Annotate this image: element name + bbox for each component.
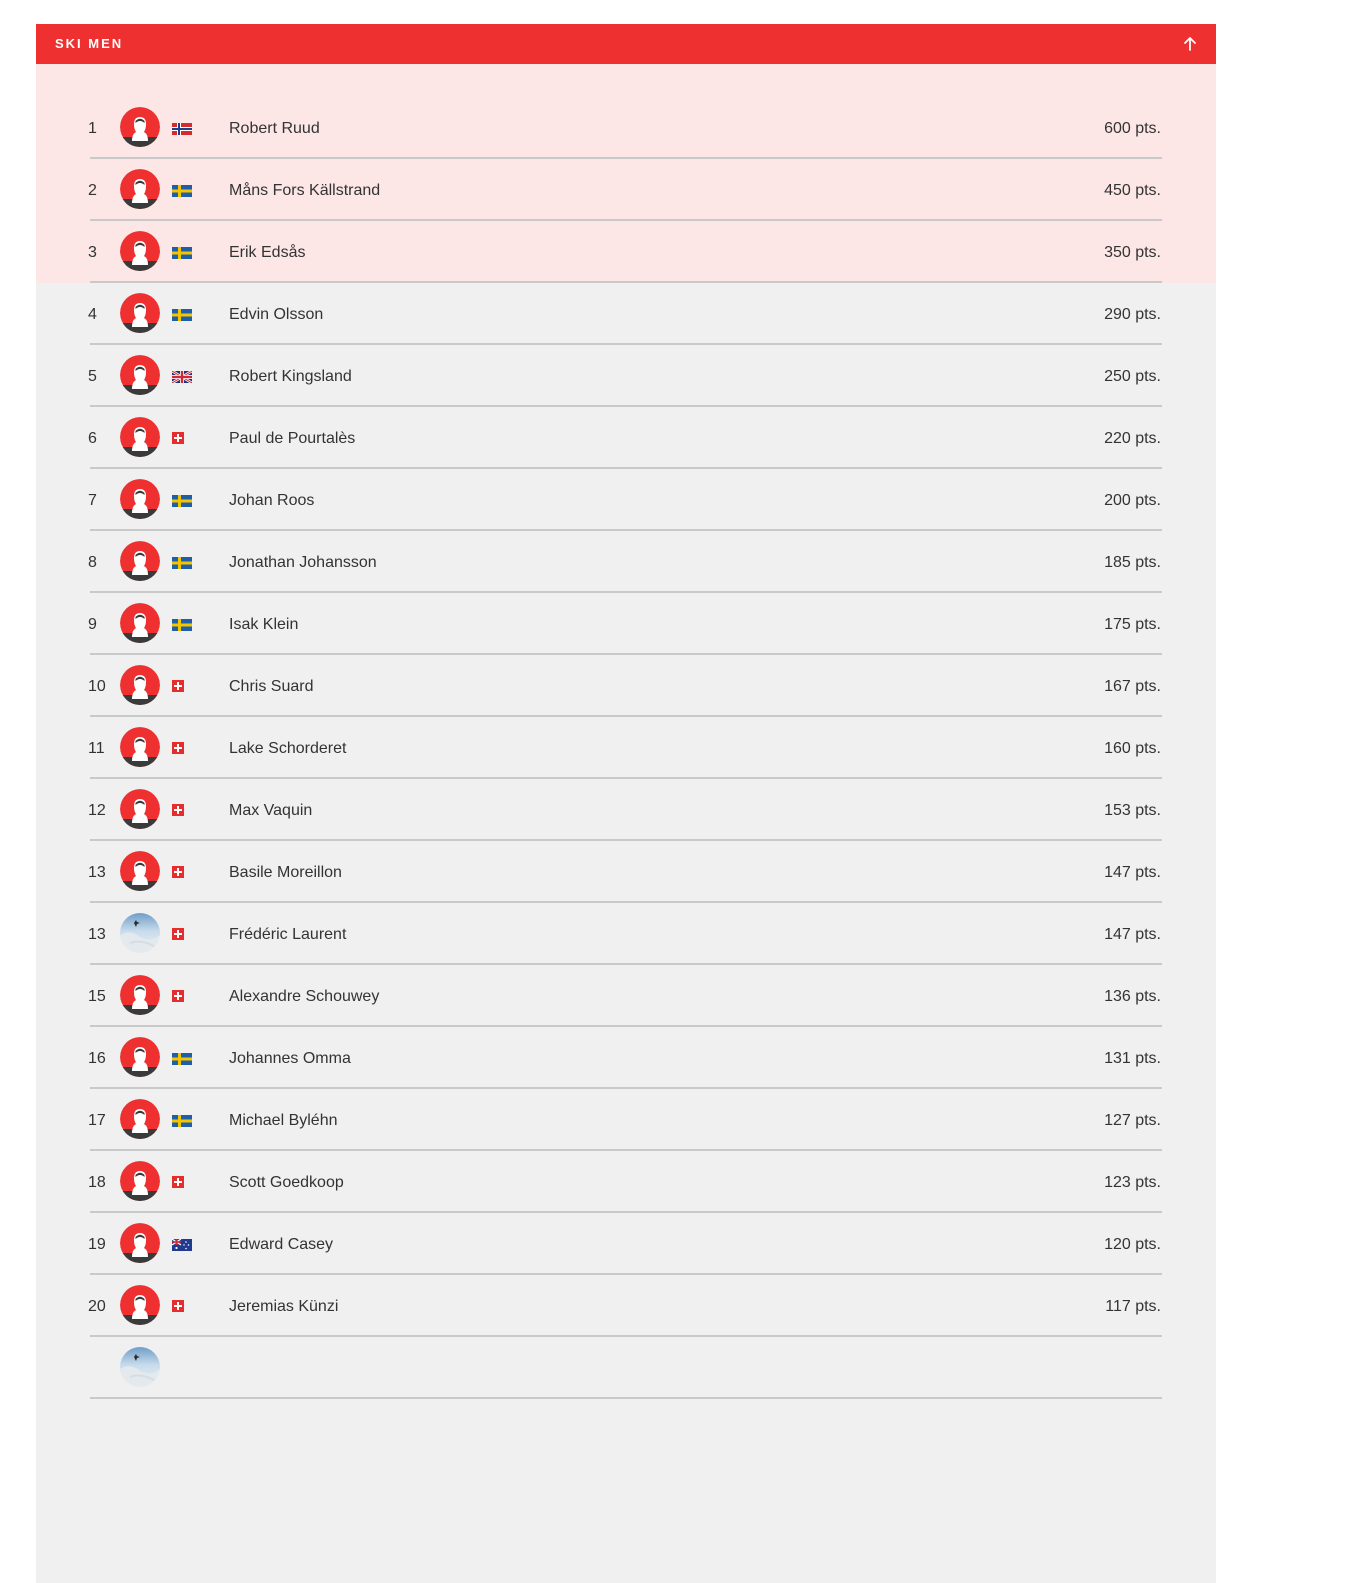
- ranking-row[interactable]: [36, 593, 1216, 655]
- rank-number: 2: [88, 182, 97, 199]
- ranking-row[interactable]: [36, 1275, 1216, 1337]
- united-kingdom-flag-icon: [172, 370, 192, 382]
- default-avatar-icon[interactable]: [120, 1161, 160, 1201]
- ranking-row[interactable]: [36, 1089, 1216, 1151]
- ranking-panel: [36, 24, 1216, 1364]
- rank-number: 3: [88, 244, 97, 261]
- switzerland-flag-icon: [172, 1299, 184, 1311]
- switzerland-flag-icon: [172, 679, 184, 691]
- sweden-flag-icon: [172, 494, 192, 506]
- athlete-name[interactable]: Erik Edsås: [229, 244, 306, 261]
- default-avatar-icon[interactable]: [120, 479, 160, 519]
- ranking-row[interactable]: [36, 97, 1216, 159]
- ranking-row[interactable]: [36, 1027, 1216, 1089]
- default-avatar-icon[interactable]: [120, 541, 160, 581]
- sweden-flag-icon: [172, 246, 192, 258]
- default-avatar-icon[interactable]: [120, 789, 160, 829]
- default-avatar-icon[interactable]: [120, 975, 160, 1015]
- rank-number: 10: [88, 678, 106, 695]
- athlete-name[interactable]: Frédéric Laurent: [229, 926, 347, 943]
- switzerland-flag-icon: [172, 989, 184, 1001]
- default-avatar-icon[interactable]: [120, 851, 160, 891]
- athlete-points: 147 pts.: [1104, 864, 1161, 881]
- athlete-name[interactable]: Edvin Olsson: [229, 306, 324, 323]
- switzerland-flag-icon: [172, 741, 184, 753]
- switzerland-flag-icon: [172, 803, 184, 815]
- default-avatar-icon[interactable]: [120, 1037, 160, 1077]
- athlete-points: 185 pts.: [1104, 554, 1161, 571]
- rank-number: 4: [88, 306, 97, 323]
- rank-number: 19: [88, 1236, 106, 1253]
- ranking-row[interactable]: [36, 903, 1216, 965]
- rank-number: 9: [88, 616, 97, 633]
- rank-number: 15: [88, 988, 106, 1005]
- athlete-points: 600 pts.: [1104, 120, 1161, 137]
- athlete-name[interactable]: Alexandre Schouwey: [229, 988, 380, 1005]
- ranking-row[interactable]: [36, 1213, 1216, 1275]
- switzerland-flag-icon: [172, 865, 184, 877]
- ranking-rows: [36, 97, 1216, 1399]
- ranking-row[interactable]: [36, 841, 1216, 903]
- switzerland-flag-icon: [172, 1175, 184, 1187]
- athlete-points: 250 pts.: [1104, 368, 1161, 385]
- ranking-row[interactable]: [36, 283, 1216, 345]
- athlete-points: 160 pts.: [1104, 740, 1161, 757]
- ranking-row[interactable]: [36, 965, 1216, 1027]
- australia-flag-icon: [172, 1238, 192, 1250]
- switzerland-flag-icon: [172, 927, 184, 939]
- athlete-name[interactable]: Jonathan Johansson: [229, 554, 377, 571]
- arrow-up-icon[interactable]: [1180, 34, 1200, 54]
- athlete-points: 200 pts.: [1104, 492, 1161, 509]
- rank-number: 1: [88, 120, 97, 137]
- ranking-row[interactable]: [36, 531, 1216, 593]
- athlete-points: 350 pts.: [1104, 244, 1161, 261]
- athlete-points: 120 pts.: [1104, 1236, 1161, 1253]
- sweden-flag-icon: [172, 184, 192, 196]
- athlete-name[interactable]: Michael Byléhn: [229, 1112, 338, 1129]
- rank-number: 8: [88, 554, 97, 571]
- default-avatar-icon[interactable]: [120, 1223, 160, 1263]
- rank-number: 12: [88, 802, 106, 819]
- ranking-row[interactable]: [36, 1151, 1216, 1213]
- sweden-flag-icon: [172, 1114, 192, 1126]
- athlete-name[interactable]: Chris Suard: [229, 678, 314, 695]
- athlete-name[interactable]: Max Vaquin: [229, 802, 313, 819]
- ranking-title: SKI MEN: [55, 36, 124, 51]
- athlete-name[interactable]: Basile Moreillon: [229, 864, 342, 881]
- athlete-points: 131 pts.: [1104, 1050, 1161, 1067]
- row-divider: [90, 1397, 1162, 1399]
- athlete-name[interactable]: Paul de Pourtalès: [229, 430, 356, 447]
- default-avatar-icon[interactable]: [120, 603, 160, 643]
- default-avatar-icon[interactable]: [120, 417, 160, 457]
- sweden-flag-icon: [172, 618, 192, 630]
- default-avatar-icon[interactable]: [120, 1285, 160, 1325]
- rank-number: 5: [88, 368, 97, 385]
- athlete-points: 117 pts.: [1105, 1298, 1161, 1315]
- sweden-flag-icon: [172, 556, 192, 568]
- athlete-points: 290 pts.: [1104, 306, 1161, 323]
- athlete-points: 167 pts.: [1104, 678, 1161, 695]
- sweden-flag-icon: [172, 1052, 192, 1064]
- athlete-name[interactable]: Lake Schorderet: [229, 740, 347, 757]
- athlete-points: 450 pts.: [1104, 182, 1161, 199]
- rank-number: 20: [88, 1298, 106, 1315]
- ranking-row[interactable]: [36, 1337, 1216, 1399]
- rank-number: 13: [88, 926, 106, 943]
- athlete-points: 147 pts.: [1104, 926, 1161, 943]
- athlete-points: 175 pts.: [1104, 616, 1161, 633]
- default-avatar-icon[interactable]: [120, 355, 160, 395]
- switzerland-flag-icon: [172, 431, 184, 443]
- athlete-photo-avatar[interactable]: [120, 913, 160, 953]
- ranking-row[interactable]: [36, 779, 1216, 841]
- ranking-row[interactable]: [36, 159, 1216, 221]
- ranking-row[interactable]: [36, 221, 1216, 283]
- norway-flag-icon: [172, 122, 192, 134]
- rank-number: 7: [88, 492, 97, 509]
- ranking-row[interactable]: [36, 345, 1216, 407]
- default-avatar-icon[interactable]: [120, 169, 160, 209]
- rank-number: 18: [88, 1174, 106, 1191]
- rank-number: 6: [88, 430, 97, 447]
- default-avatar-icon[interactable]: [120, 1099, 160, 1139]
- ranking-row[interactable]: [36, 407, 1216, 469]
- athlete-points: 123 pts.: [1104, 1174, 1161, 1191]
- athlete-name[interactable]: Isak Klein: [229, 616, 299, 633]
- default-avatar-icon[interactable]: [120, 665, 160, 705]
- athlete-name[interactable]: Måns Fors Källstrand: [229, 182, 381, 199]
- ranking-row[interactable]: [36, 717, 1216, 779]
- athlete-name[interactable]: Johan Roos: [229, 492, 315, 509]
- sweden-flag-icon: [172, 308, 192, 320]
- rank-number: 16: [88, 1050, 106, 1067]
- athlete-name[interactable]: Johannes Omma: [229, 1050, 351, 1067]
- athlete-name[interactable]: Robert Ruud: [229, 120, 320, 137]
- athlete-photo-avatar[interactable]: [120, 1347, 160, 1387]
- default-avatar-icon[interactable]: [120, 107, 160, 147]
- ranking-row[interactable]: [36, 655, 1216, 717]
- rank-number: 11: [88, 740, 105, 757]
- default-avatar-icon[interactable]: [120, 727, 160, 767]
- athlete-points: 127 pts.: [1104, 1112, 1161, 1129]
- ranking-row[interactable]: [36, 469, 1216, 531]
- athlete-name[interactable]: Jeremias Künzi: [229, 1298, 339, 1315]
- athlete-points: 220 pts.: [1104, 430, 1161, 447]
- default-avatar-icon[interactable]: [120, 293, 160, 333]
- default-avatar-icon[interactable]: [120, 231, 160, 271]
- rank-number: 17: [88, 1112, 106, 1129]
- athlete-name[interactable]: Edward Casey: [229, 1236, 334, 1253]
- athlete-name[interactable]: Robert Kingsland: [229, 368, 352, 385]
- athlete-points: 136 pts.: [1104, 988, 1161, 1005]
- rank-number: 13: [88, 864, 106, 881]
- ranking-header[interactable]: [36, 24, 1216, 64]
- athlete-name[interactable]: Scott Goedkoop: [229, 1174, 344, 1191]
- athlete-points: 153 pts.: [1104, 802, 1161, 819]
